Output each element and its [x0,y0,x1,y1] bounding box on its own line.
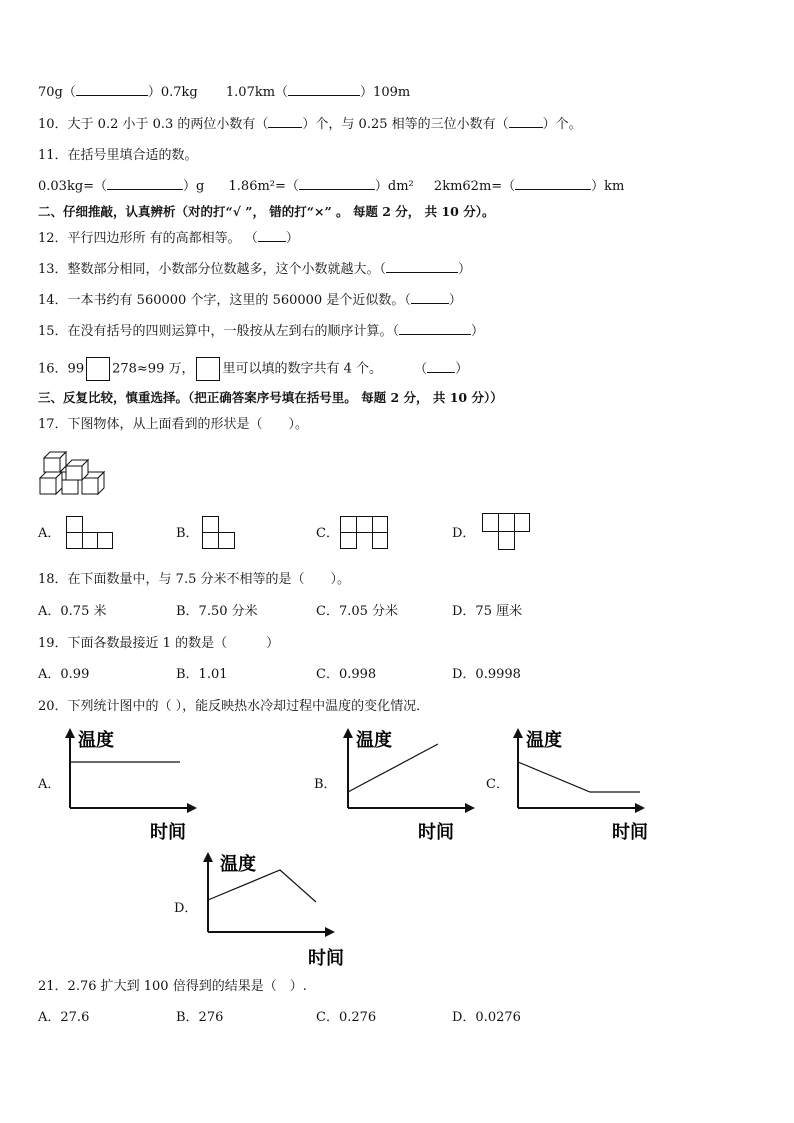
graph-a [62,726,202,846]
q21-option-a[interactable]: A．27.6 [38,1010,90,1025]
text: 16．99 [38,361,85,377]
q19-option-c[interactable]: C．0.998 [316,667,377,682]
answer-blank[interactable] [299,177,375,190]
q20-option-a[interactable]: A． [38,777,61,792]
question-20: 20．下列统计图中的（ ），能反映热水冷却过程中温度的变化情况． [38,699,430,714]
section-3-heading: 三、反复比较，慎重选择。（把正确答案序号填在括号里。 每题 2 分， 共 10 分）） [38,390,503,405]
q20-option-c[interactable]: C． [486,777,509,792]
graph-c [510,726,660,846]
text: 1.86m²=（ [228,179,299,194]
text: （ [414,361,428,377]
text: 15．在没有括号的四则运算中，一般按从左到右的顺序计算。（ [38,324,400,339]
blank-square[interactable] [86,357,110,381]
conversion-line-1 [38,83,410,102]
shape-option-a [66,516,114,550]
x-axis-label: 时间 [150,822,186,843]
q21-option-d[interactable]: D．0.0276 [452,1010,521,1025]
q18-option-a[interactable]: A．0.75 米 [38,604,107,619]
y-axis-label: 温度 [356,730,392,751]
x-axis-arrow [187,803,197,813]
text: 1.07km（ [225,85,289,100]
answer-blank[interactable] [288,83,360,96]
text: 2km62m=（ [433,179,516,194]
question-16 [38,357,468,381]
cube-stack-figure [38,446,108,496]
q19-option-d[interactable]: D．0.9998 [452,667,521,682]
text: ）0.7kg [147,85,198,100]
question-12 [38,229,299,248]
text: 70g（ [38,85,76,100]
q21-option-b[interactable]: B．276 [176,1010,224,1025]
q17-option-b[interactable]: B． [176,526,199,541]
y-axis-label: 温度 [220,854,256,875]
q18-option-d[interactable]: D．75 厘米 [452,604,523,619]
x-axis-arrow [325,927,335,937]
y-axis-label: 温度 [526,730,562,751]
q21-option-c[interactable]: C．0.276 [316,1010,377,1025]
text: ） [448,293,462,308]
answer-blank[interactable] [427,360,455,373]
text: ）个，与 0.25 相等的三位小数有（ [302,117,509,132]
question-10 [38,115,582,134]
answer-blank[interactable] [399,322,471,335]
text: 里可以填的数字共有 4 个。 [222,361,383,377]
question-19: 19．下面各数最接近 1 的数是（ ） [38,636,280,651]
shape-option-b [202,516,236,550]
answer-blank[interactable] [107,177,183,190]
x-axis-label: 时间 [418,822,454,843]
y-axis-arrow [343,728,353,738]
graph-line [348,744,438,792]
q20-option-b[interactable]: B． [314,777,337,792]
text: ）g [183,179,205,194]
text: ） [471,324,485,339]
graph-d [200,850,344,970]
text: ） [285,231,299,246]
question-18: 18．在下面数量中，与 7.5 分米不相等的是（ ）。 [38,572,350,587]
text: ） [458,262,472,277]
y-axis-arrow [203,852,213,862]
q19-option-a[interactable]: A．0.99 [38,667,90,682]
text: 10．大于 0.2 小于 0.3 的两位小数有（ [38,117,269,132]
text: 278≈99 万， [112,361,195,377]
question-15 [38,322,484,341]
q19-option-b[interactable]: B．1.01 [176,667,228,682]
section-2-heading: 二、仔细推敲，认真辨析（对的打“√ ”， 错的打“×” 。 每题 2 分， 共 10 分）。 [38,204,495,219]
y-axis-label: 温度 [78,730,114,751]
answer-blank[interactable] [258,229,286,242]
text: ）个。 [542,117,582,132]
text: 14．一本书约有 560000 个字，这里的 560000 是个近似数。（ [38,293,411,308]
question-14 [38,291,462,310]
text: 13．整数部分相同，小数部分位数越多，这个小数就越大。（ [38,262,387,277]
text: ）km [591,179,625,194]
answer-blank[interactable] [76,83,148,96]
text: 12．平行四边形所 有的高都相等。 （ [38,231,258,246]
question-11: 11．在括号里填合适的数。 [38,148,198,163]
question-13 [38,260,471,279]
text: ）dm² [374,179,414,194]
question-17: 17．下图物体，从上面看到的形状是（ ）。 [38,417,309,432]
shape-option-d [482,513,532,551]
text: ）109m [360,85,411,100]
shape-option-c [340,516,390,550]
q18-option-c[interactable]: C．7.05 分米 [316,604,399,619]
text: ） [455,361,469,377]
answer-blank[interactable] [411,291,449,304]
answer-blank[interactable] [386,260,458,273]
graph-line [518,762,640,792]
answer-blank[interactable] [268,115,302,128]
x-axis-arrow [635,803,645,813]
x-axis-label: 时间 [308,948,344,969]
q17-option-a[interactable]: A． [38,526,61,541]
x-axis-arrow [465,803,475,813]
question-21: 21．2.76 扩大到 100 倍得到的结果是（ ）. [38,979,307,994]
graph-b [340,726,480,846]
text: 0.03kg=（ [38,179,108,194]
question-11-items [38,177,624,196]
x-axis-label: 时间 [612,822,648,843]
y-axis-arrow [513,728,523,738]
answer-blank[interactable] [509,115,543,128]
blank-square[interactable] [196,357,220,381]
y-axis-arrow [65,728,75,738]
q20-option-d[interactable]: D． [174,901,198,916]
answer-blank[interactable] [515,177,591,190]
q18-option-b[interactable]: B．7.50 分米 [176,604,258,619]
q17-option-d[interactable]: D． [452,526,476,541]
q17-option-c[interactable]: C． [316,526,339,541]
